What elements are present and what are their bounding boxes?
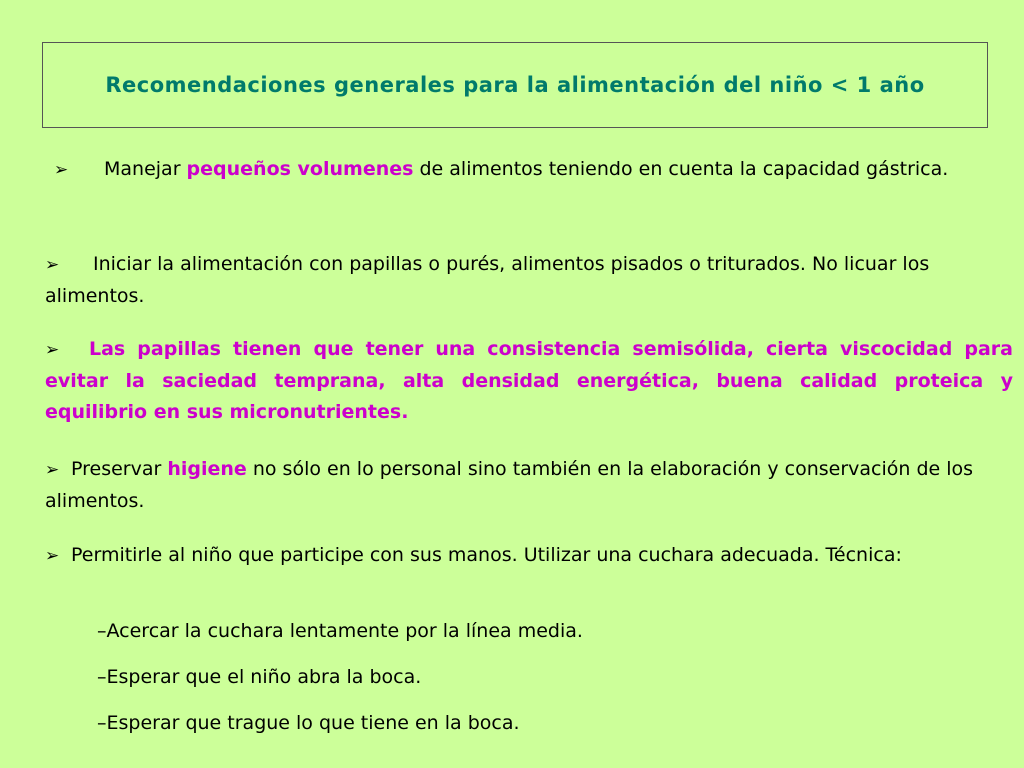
item-text-post: no sólo en lo personal sino también en la elaboración y conservación de los alimentos. (45, 458, 974, 512)
recommendation-item (45, 540, 1015, 572)
technique-step: –Acercar la cuchara lentamente por la línea media. (97, 620, 583, 642)
recommendation-item (45, 454, 1005, 517)
item-text-pre: Manejar (104, 158, 187, 180)
item-text: Permitirle al niño que participe con sus manos. Utilizar una cuchara adecuada. Técnica: (71, 544, 902, 566)
recommendation-item (45, 334, 1013, 428)
arrow-bullet-icon: ➢ (45, 460, 60, 480)
technique-step: –Esperar que el niño abra la boca. (97, 666, 422, 688)
page-title: Recomendaciones generales para la alimentación del niño < 1 año (105, 73, 925, 97)
arrow-bullet-icon: ➢ (45, 546, 60, 566)
technique-step: –Esperar que trague lo que tiene en la boca. (97, 712, 520, 734)
arrow-bullet-icon: ➢ (54, 160, 69, 180)
item-highlight: pequeños volumenes (186, 158, 414, 180)
arrow-bullet-icon: ➢ (45, 255, 60, 275)
item-text-highlight: Las papillas tienen que tener una consistencia semisólida, cierta viscocidad para evitar la saciedad temprana, alta densidad energética, buena calidad proteica y equilibrio en sus micronutrientes. (45, 338, 1013, 423)
item-text-pre: Preservar (71, 458, 168, 480)
arrow-bullet-icon: ➢ (45, 340, 60, 360)
item-text: Iniciar la alimentación con papillas o purés, alimentos pisados o triturados. No licuar los alimentos. (45, 253, 930, 307)
item-text-post: de alimentos teniendo en cuenta la capacidad gástrica. (413, 158, 949, 180)
title-box (42, 42, 988, 128)
recommendation-item (45, 249, 1015, 312)
item-highlight: higiene (167, 458, 247, 480)
recommendation-item (54, 154, 1000, 186)
